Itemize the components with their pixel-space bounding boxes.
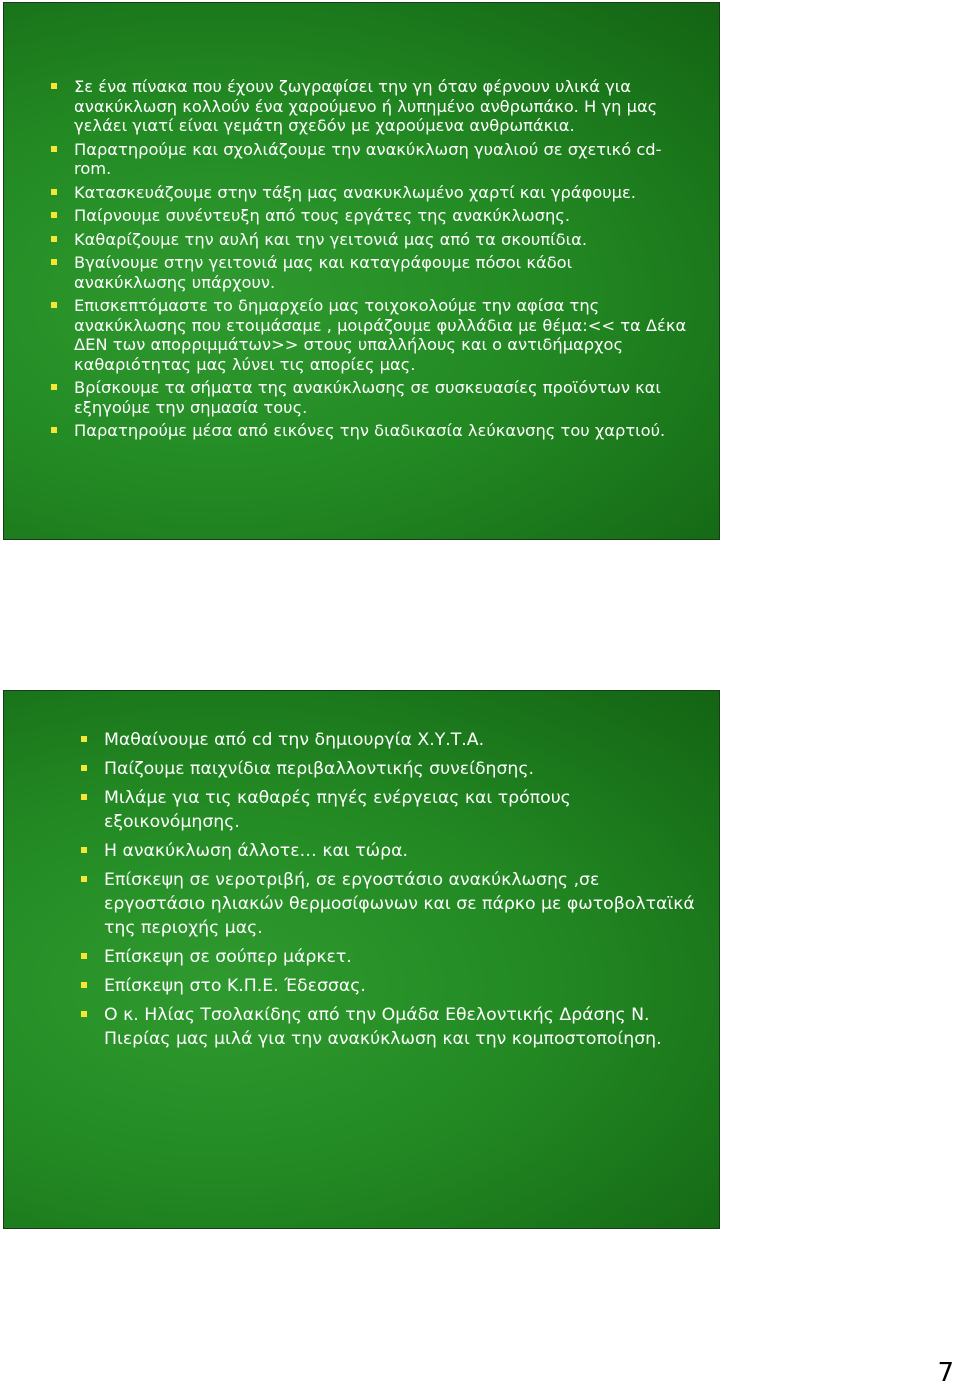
square-bullet-icon xyxy=(51,259,57,265)
list-item xyxy=(49,296,689,374)
square-bullet-icon xyxy=(81,876,87,882)
bullet-text: Παρατηρούμε και σχολιάζουμε την ανακύκλωση γυαλιού σε σχετικό cd-rom. xyxy=(74,139,662,178)
list-item xyxy=(78,868,698,940)
square-bullet-icon xyxy=(51,427,57,433)
square-bullet-icon xyxy=(81,1011,87,1017)
bullet-text: Καθαρίζουμε την αυλή και την γειτονιά μας από τα σκουπίδια. xyxy=(74,229,588,249)
square-bullet-icon xyxy=(51,189,57,195)
bullet-text: Κατασκευάζουμε στην τάξη μας ανακυκλωμένο χαρτί και γράφουμε. xyxy=(74,182,636,202)
square-bullet-icon xyxy=(51,302,57,308)
bullet-list xyxy=(49,77,689,445)
list-item xyxy=(49,140,689,179)
bullet-text: Η ανακύκλωση άλλοτε… και τώρα. xyxy=(104,841,408,861)
square-bullet-icon xyxy=(81,736,87,742)
list-item xyxy=(49,253,689,292)
list-item xyxy=(49,206,689,226)
bullet-text: Επισκεπτόμαστε το δημαρχείο μας τοιχοκολούμε την αφίσα της ανακύκλωσης που ετοιμάσαμε , μοιράζουμε φυλλάδια με θέμα:<< τα Δέκα ΔΕΝ των απορριμμάτων>> στους υπαλλήλους και ο αντιδήμαρχος καθαριότητας μας λύνει τις απορίες μας. xyxy=(74,296,687,374)
list-item xyxy=(49,421,689,441)
square-bullet-icon xyxy=(51,146,57,152)
list-item xyxy=(49,230,689,250)
page-number: 7 xyxy=(937,1358,954,1388)
square-bullet-icon xyxy=(81,794,87,800)
bullet-text: Ο κ. Ηλίας Τσολακίδης από την Ομάδα Εθελοντικής Δράσης Ν. Πιερίας μας μιλά για την ανακύκλωση και την κομποστοποίηση. xyxy=(104,1005,662,1049)
bullet-list xyxy=(78,728,698,1056)
list-item xyxy=(78,974,698,998)
bullet-text: Βρίσκουμε τα σήματα της ανακύκλωσης σε συσκευασίες προϊόντων και εξηγούμε την σημασία τους. xyxy=(74,378,661,417)
bullet-text: Μιλάμε για τις καθαρές πηγές ενέργειας και τρόπους εξοικονόμησης. xyxy=(104,788,571,832)
bullet-text: Μαθαίνουμε από cd την δημιουργία Χ.Υ.Τ.Α. xyxy=(104,730,485,750)
square-bullet-icon xyxy=(81,847,87,853)
square-bullet-icon xyxy=(81,765,87,771)
bullet-text: Σε ένα πίνακα που έχουν ζωγραφίσει την γη όταν φέρνουν υλικά για ανακύκλωση κολλούν ένα χαρούμενο ή λυπημένο ανθρωπάκο. Η γη μας γελάει γιατί είναι γεμάτη σχεδόν με χαρούμενα ανθρωπάκια. xyxy=(74,77,658,135)
square-bullet-icon xyxy=(51,236,57,242)
list-item xyxy=(49,183,689,203)
bullet-text: Βγαίνουμε στην γειτονιά μας και καταγράφουμε πόσοι κάδοι ανακύκλωσης υπάρχουν. xyxy=(74,253,573,292)
square-bullet-icon xyxy=(81,982,87,988)
bullet-text: Παίζουμε παιχνίδια περιβαλλοντικής συνείδησης. xyxy=(104,759,535,779)
list-item xyxy=(78,839,698,863)
slide-bottom xyxy=(3,690,720,1229)
list-item xyxy=(78,1003,698,1051)
list-item xyxy=(49,378,689,417)
square-bullet-icon xyxy=(51,212,57,218)
slide-top xyxy=(3,2,720,540)
square-bullet-icon xyxy=(81,953,87,959)
list-item xyxy=(78,945,698,969)
list-item xyxy=(78,757,698,781)
bullet-text: Επίσκεψη σε σούπερ μάρκετ. xyxy=(104,947,352,967)
square-bullet-icon xyxy=(51,83,57,89)
bullet-text: Παίρνουμε συνέντευξη από τους εργάτες της ανακύκλωσης. xyxy=(74,206,571,225)
bullet-text: Παρατηρούμε μέσα από εικόνες την διαδικασία λεύκανσης του χαρτιού. xyxy=(74,421,666,440)
list-item xyxy=(78,728,698,752)
list-item xyxy=(78,786,698,834)
bullet-text: Επίσκεψη σε νεροτριβή, σε εργοστάσιο ανακύκλωσης ,σε εργοστάσιο ηλιακών θερμοσίφωνων και σε πάρκο με φωτοβολταϊκά της περιοχής μας. xyxy=(104,870,695,938)
square-bullet-icon xyxy=(51,384,57,390)
list-item xyxy=(49,77,689,136)
bullet-text: Επίσκεψη στο Κ.Π.Ε. Έδεσσας. xyxy=(104,976,366,996)
